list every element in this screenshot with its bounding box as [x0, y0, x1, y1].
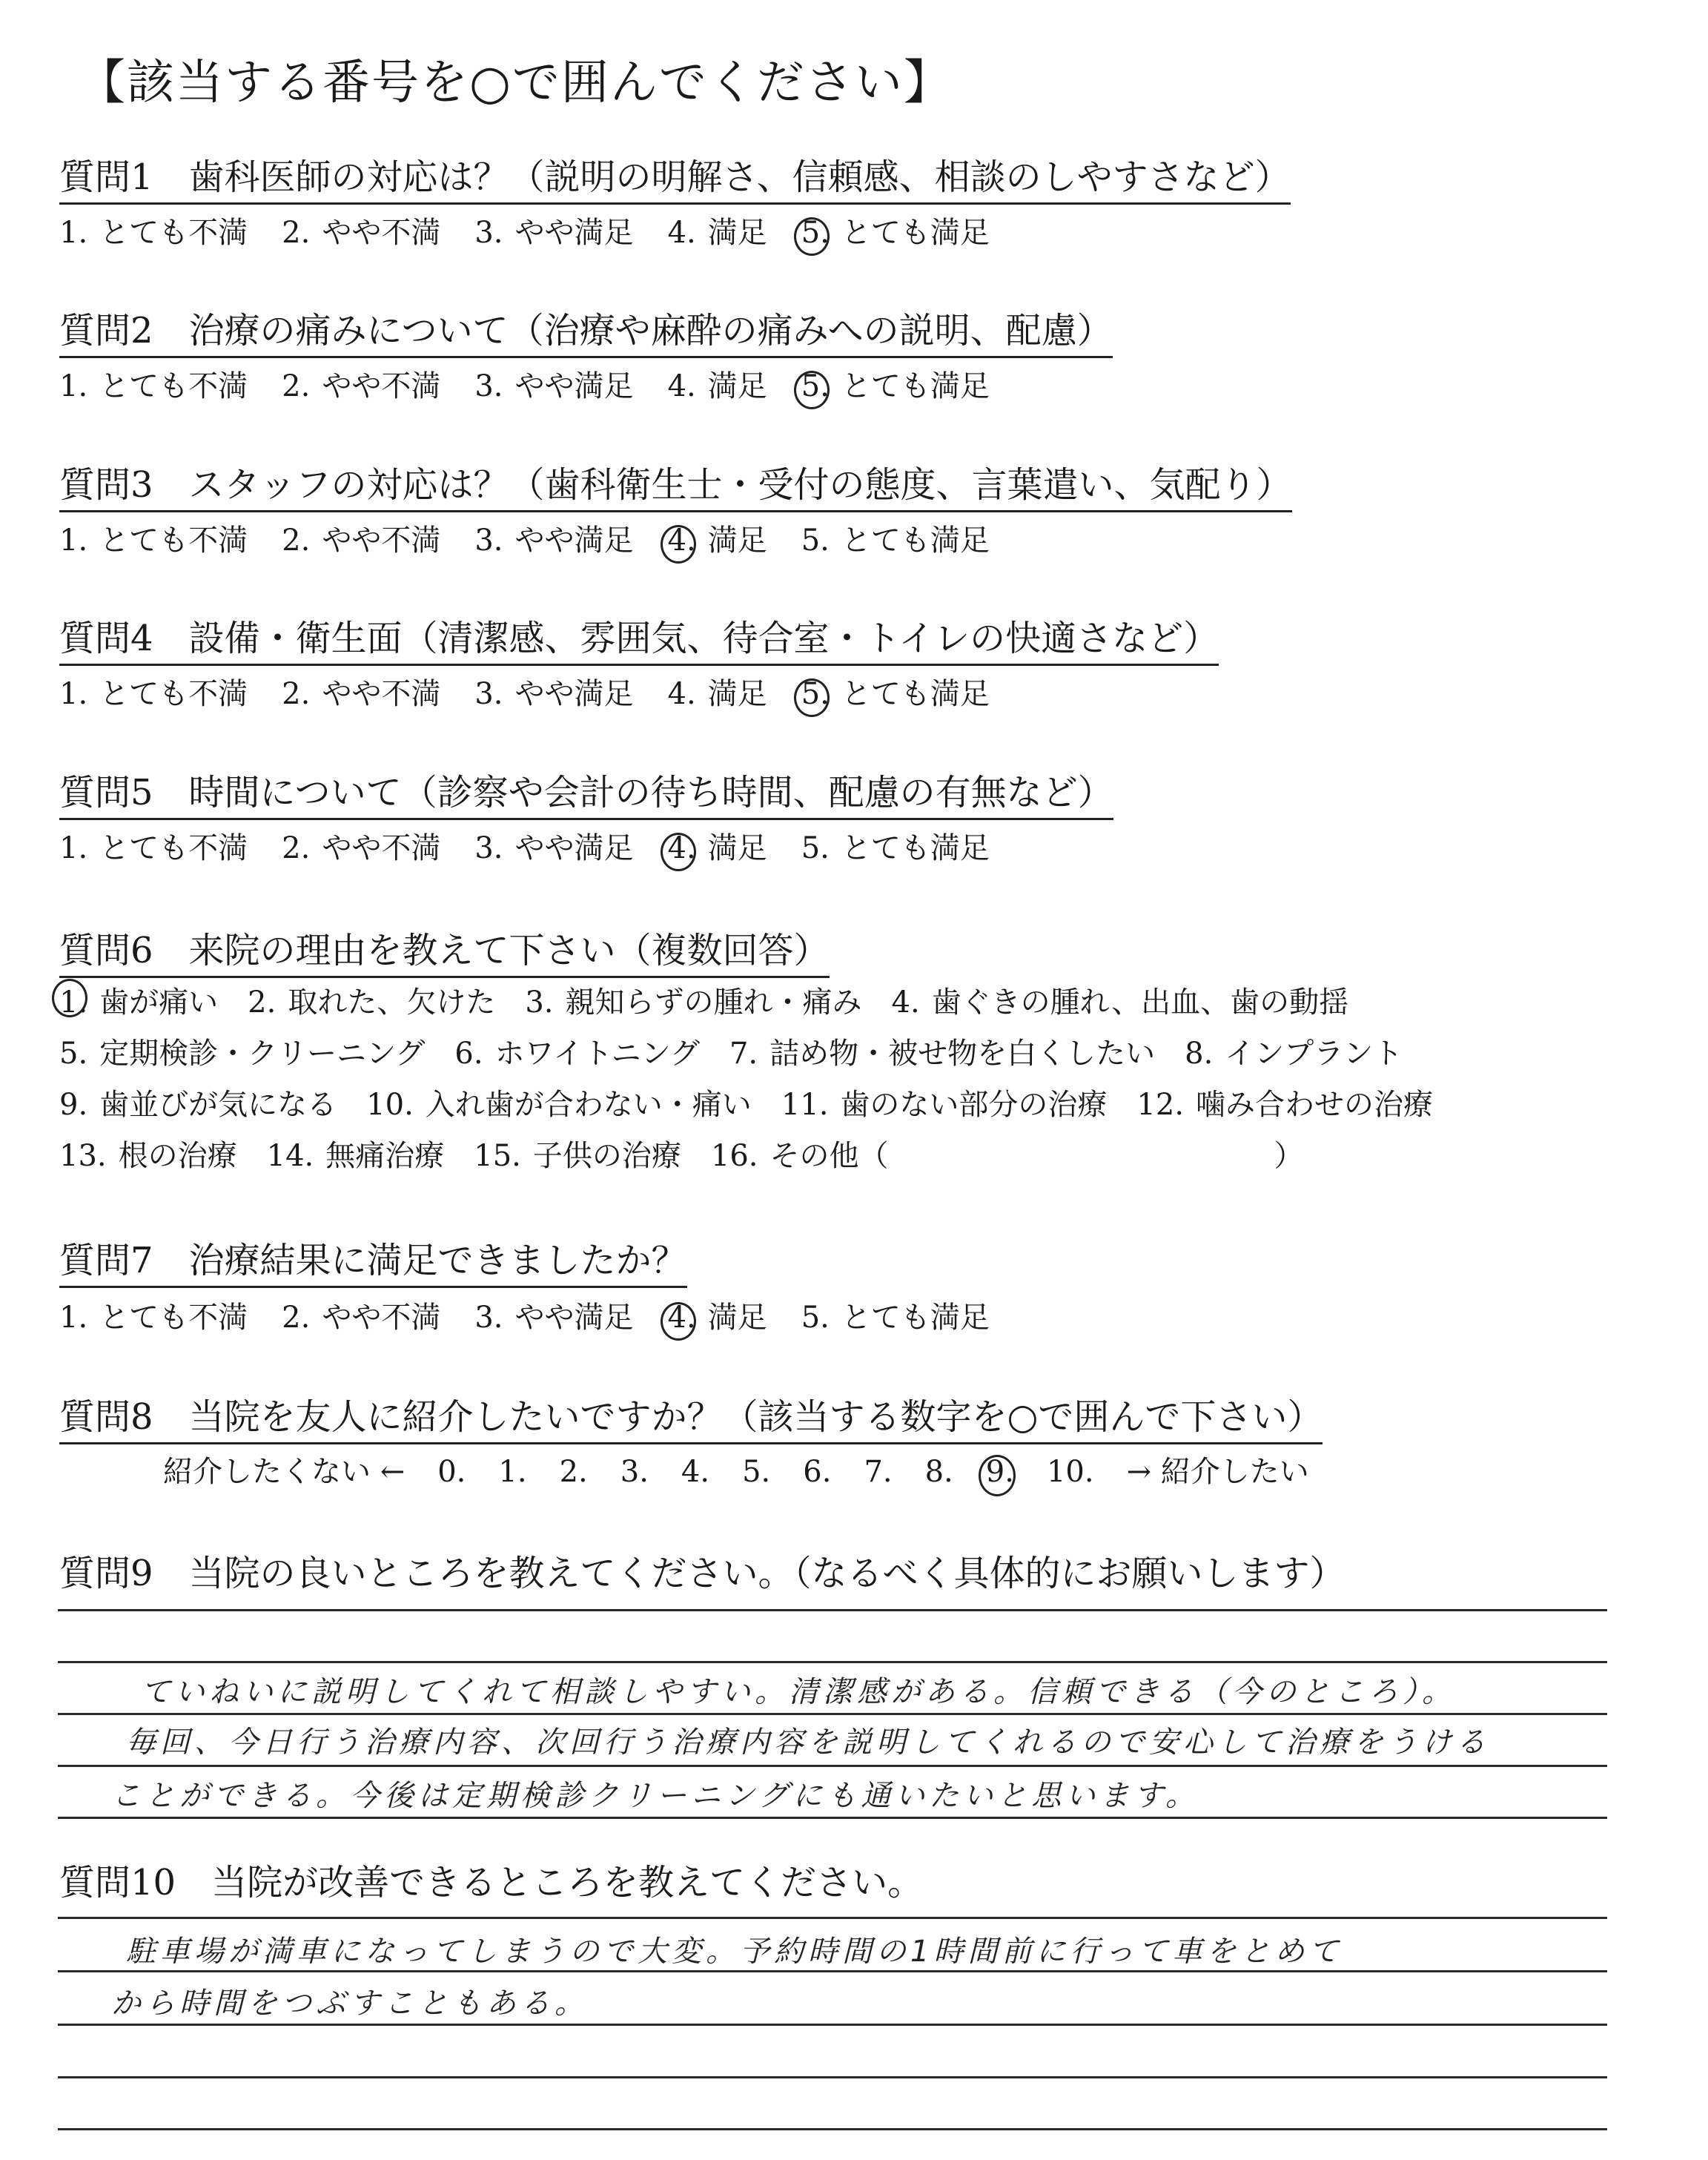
q8-scale-5[interactable]: 5.: [742, 1455, 771, 1489]
q1-option-3[interactable]: 3. やや満足: [474, 216, 634, 250]
q6-row-1: [59, 977, 1463, 1028]
q6-row-3: [59, 1080, 1463, 1131]
q2-option-2[interactable]: 2. やや不満: [282, 369, 441, 403]
form-heading: 【該当する番号を○で囲んでください】: [78, 56, 953, 110]
q8-scale-7[interactable]: 7.: [864, 1455, 893, 1489]
q10-rule-3: [58, 2024, 1607, 2026]
q6-reason-10[interactable]: 10. 入れ歯が合わない・痛い: [366, 1088, 752, 1122]
q3-option-2[interactable]: 2. やや不満: [282, 524, 441, 558]
q2-option-4[interactable]: 4. 満足: [667, 369, 767, 403]
q5-option-1[interactable]: 1. とても不満: [59, 831, 248, 865]
q10-answer-line-1: 駐車場が満車になってしまうので大変。予約時間の1時間前に行って車をとめて: [126, 1935, 1343, 1969]
q1-title: 質問1 歯科医師の対応は？（説明の明解さ、信頼感、相談のしやすさなど）: [59, 148, 1291, 205]
q8-scale-9[interactable]: 9.: [985, 1455, 1014, 1489]
q10-rule-5: [58, 2128, 1607, 2130]
q5-option-4[interactable]: 4. 満足: [667, 831, 767, 865]
q8-title: 質問8 当院を友人に紹介したいですか？（該当する数字を○で囲んで下さい）: [59, 1388, 1323, 1444]
q7-title: 質問7 治療結果に満足できましたか？: [59, 1232, 687, 1288]
q1-option-5[interactable]: 5. とても満足: [801, 216, 990, 250]
q4-option-5[interactable]: 5. とても満足: [801, 677, 990, 711]
q6-reason-3[interactable]: 3. 親知らずの腫れ・痛み: [525, 985, 862, 1020]
q10-rule-2: [58, 1970, 1607, 1972]
q2-title: 質問2 治療の痛みについて（治療や麻酔の痛みへの説明、配慮）: [59, 302, 1113, 358]
q8-scale-8[interactable]: 8.: [924, 1455, 953, 1489]
q3-option-1[interactable]: 1. とても不満: [59, 524, 248, 558]
q4-option-2[interactable]: 2. やや不満: [282, 677, 441, 711]
q3-option-5[interactable]: 5. とても満足: [801, 524, 990, 558]
q10-rule-1: [58, 1917, 1607, 1919]
q9-rule-2: [58, 1661, 1607, 1663]
q6-reason-6[interactable]: 6. ホワイトニング: [454, 1037, 700, 1071]
q3-option-3[interactable]: 3. やや満足: [474, 524, 634, 558]
q6-reason-15[interactable]: 15. 子供の治療: [474, 1139, 681, 1173]
q6-reason-1[interactable]: 1. 歯が痛い: [59, 977, 218, 1028]
q7-option-1[interactable]: 1. とても不満: [59, 1301, 248, 1335]
q5-option-3[interactable]: 3. やや満足: [474, 831, 634, 865]
q4-option-3[interactable]: 3. やや満足: [474, 677, 634, 711]
q6-row-2: [59, 1028, 1463, 1080]
q4-option-1[interactable]: 1. とても不満: [59, 677, 248, 711]
q6-title: 質問6 来院の理由を教えて下さい（複数回答）: [59, 922, 830, 978]
q2-option-5[interactable]: 5. とても満足: [801, 369, 990, 403]
q7-options: [59, 1294, 1024, 1336]
q7-option-2[interactable]: 2. やや不満: [282, 1301, 441, 1335]
q5-option-5[interactable]: 5. とても満足: [801, 831, 990, 865]
q3-option-4[interactable]: 4. 満足: [667, 524, 767, 558]
q6-reason-11[interactable]: 11. 歯のない部分の治療: [781, 1088, 1108, 1122]
q8-left-label: 紹介したくない ←: [163, 1455, 406, 1489]
q6-reason-2[interactable]: 2. 取れた、欠けた: [248, 985, 496, 1020]
q6-reason-16[interactable]: 16. その他（ ）: [710, 1139, 1304, 1173]
q6-reason-9[interactable]: 9. 歯並びが気になる: [59, 1088, 337, 1122]
q8-scale-4[interactable]: 4.: [681, 1455, 710, 1489]
q9-rule-5: [58, 1817, 1607, 1819]
q5-options: [59, 825, 1024, 867]
q8-scale-3[interactable]: 3.: [620, 1455, 649, 1489]
q2-option-3[interactable]: 3. やや満足: [474, 369, 634, 403]
q8-scale-10[interactable]: 10.: [1046, 1455, 1094, 1489]
q2-option-1[interactable]: 1. とても不満: [59, 369, 248, 403]
q7-option-4[interactable]: 4. 満足: [667, 1301, 767, 1335]
q8-scale-0[interactable]: 0.: [437, 1455, 466, 1489]
q6-reason-7[interactable]: 7. 詰め物・被せ物を白くしたい: [729, 1037, 1156, 1071]
q4-option-4[interactable]: 4. 満足: [667, 677, 767, 711]
q6-reason-13[interactable]: 13. 根の治療: [59, 1139, 237, 1173]
q6-reason-8[interactable]: 8. インプラント: [1185, 1037, 1403, 1071]
q7-option-5[interactable]: 5. とても満足: [801, 1301, 990, 1335]
q4-title: 質問4 設備・衛生面（清潔感、雰囲気、待合室・トイレの快適さなど）: [59, 610, 1219, 666]
q8-scale-6[interactable]: 6.: [803, 1455, 832, 1489]
q5-option-2[interactable]: 2. やや不満: [282, 831, 441, 865]
q9-rule-4: [58, 1765, 1607, 1767]
q10-title: 質問10 当院が改善できるところを教えてください。: [59, 1862, 924, 1903]
q10-rule-4: [58, 2076, 1607, 2078]
q6-reason-4[interactable]: 4. 歯ぐきの腫れ、出血、歯の動揺: [891, 985, 1349, 1020]
q9-answer-line-2: 毎回、今日行う治療内容、次回行う治療内容を説明してくれるので安心して治療をうける: [126, 1725, 1490, 1760]
q8-scale-1[interactable]: 1.: [498, 1455, 527, 1489]
q8-scale: [163, 1448, 1342, 1490]
q6-reason-14[interactable]: 14. 無痛治療: [266, 1139, 445, 1173]
q6-reasons: [59, 977, 1463, 1182]
q4-options: [59, 670, 1024, 713]
q1-option-1[interactable]: 1. とても不満: [59, 216, 248, 250]
q9-rule-1: [58, 1609, 1607, 1611]
q3-title: 質問3 スタッフの対応は？（歯科衛生士・受付の態度、言葉遣い、気配り）: [59, 456, 1292, 512]
q1-option-4[interactable]: 4. 満足: [667, 216, 767, 250]
q9-answer-line-1: ていねいに説明してくれて相談しやすい。清潔感がある。信頼できる（今のところ）。: [141, 1675, 1456, 1709]
q8-right-label: → 紹介したい: [1126, 1455, 1309, 1489]
q6-reason-12[interactable]: 12. 噛み合わせの治療: [1136, 1088, 1434, 1122]
q9-title: 質問9 当院の良いところを教えてください。（なるべく具体的にお願いします）: [59, 1553, 1345, 1594]
q5-title: 質問5 時間について（診察や会計の待ち時間、配慮の有無など）: [59, 764, 1113, 820]
q2-options: [59, 363, 1024, 405]
q1-option-2[interactable]: 2. やや不満: [282, 216, 441, 250]
q6-row-4: [59, 1131, 1463, 1182]
q9-rule-3: [58, 1713, 1607, 1715]
q9-answer-line-3: ことができる。今後は定期検診クリーニングにも通いたいと思います。: [111, 1779, 1199, 1813]
q10-answer-line-2: から時間をつぶすこともある。: [111, 1986, 589, 2021]
q3-options: [59, 517, 1024, 559]
q8-scale-2[interactable]: 2.: [559, 1455, 588, 1489]
q6-reason-5[interactable]: 5. 定期検診・クリーニング: [59, 1037, 426, 1071]
q7-option-3[interactable]: 3. やや満足: [474, 1301, 634, 1335]
q1-options: [59, 209, 1024, 251]
